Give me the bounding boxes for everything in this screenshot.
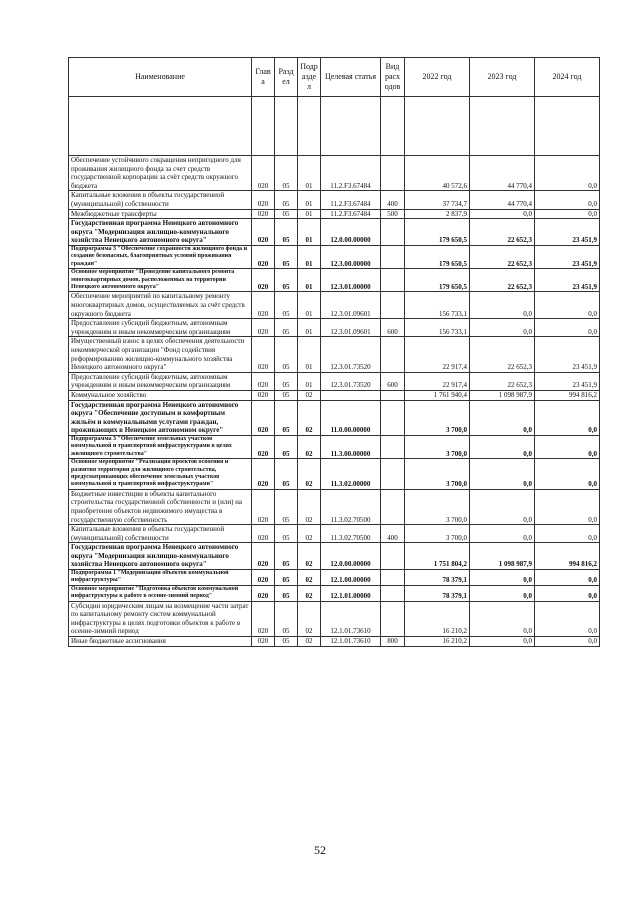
cell-target-article: 11.2.F3.67484	[321, 191, 381, 209]
cell-expense-type	[381, 292, 405, 319]
cell-year-2024: 0,0	[535, 319, 600, 337]
cell-razdel: 05	[275, 525, 298, 543]
cell-razdel: 05	[275, 319, 298, 337]
cell-year-2024: 23 451,9	[535, 372, 600, 390]
cell-podrazdel: 01	[298, 269, 321, 292]
cell-razdel: 05	[275, 400, 298, 435]
cell-podrazdel: 01	[298, 372, 321, 390]
cell-year-2024: 0,0	[535, 601, 600, 636]
cell-year-2024: 23 451,9	[535, 269, 600, 292]
cell-expense-type: 400	[381, 191, 405, 209]
cell-year-2022: 3 700,0	[405, 400, 470, 435]
cell-podrazdel: 01	[298, 156, 321, 191]
cell-glava: 020	[252, 390, 275, 400]
cell-target-article: 11.2.F3.67484	[321, 156, 381, 191]
cell-glava: 020	[252, 637, 275, 647]
cell-razdel: 05	[275, 601, 298, 636]
cell-year-2022: 3 700,0	[405, 459, 470, 490]
cell-name: Государственная программа Ненецкого автономного округа "Модернизация жилищно-коммунального хозяйства Ненецкого автономного округа"	[69, 543, 252, 570]
cell-razdel: 05	[275, 337, 298, 372]
header-year-2024: 2024 год	[535, 58, 600, 97]
header-podrazdel: Подр азде л	[298, 58, 321, 97]
cell-expense-type	[381, 390, 405, 400]
cell-target-article: 12.1.01.00000	[321, 585, 381, 601]
cell-year-2023: 0,0	[470, 585, 535, 601]
cell-glava: 020	[252, 400, 275, 435]
cell-name: Капитальные вложения в объекты государственной (муниципальной) собственности	[69, 525, 252, 543]
cell-year-2023: 22 652,3	[470, 269, 535, 292]
cell-year-2023: 0,0	[470, 209, 535, 219]
table-row	[69, 400, 600, 435]
table-row	[69, 219, 600, 246]
cell-podrazdel: 02	[298, 435, 321, 458]
cell-target-article: 12.3.01.00000	[321, 269, 381, 292]
cell-expense-type	[381, 156, 405, 191]
cell-glava: 020	[252, 459, 275, 490]
cell-year-2024: 0,0	[535, 637, 600, 647]
cell-target-article: 11.3.02.00000	[321, 459, 381, 490]
table-row	[69, 390, 600, 400]
table-row	[69, 319, 600, 337]
cell-glava: 020	[252, 601, 275, 636]
cell-name: Капитальные вложения в объекты государственной (муниципальной) собственности	[69, 191, 252, 209]
cell-name: Подпрограмма 1 "Модернизация объектов коммунальной инфраструктуры"	[69, 570, 252, 586]
cell-glava: 020	[252, 319, 275, 337]
cell-glava: 020	[252, 191, 275, 209]
cell-glava: 020	[252, 269, 275, 292]
cell-year-2024: 0,0	[535, 459, 600, 490]
cell-name: Обеспечение устойчивого сокращения непригодного для проживания жилищного фонда за счет средств государственной корпорации за счёт средств окружного бюджета	[69, 156, 252, 191]
cell-name: Межбюджетные трансферты	[69, 209, 252, 219]
cell-expense-type	[381, 435, 405, 458]
cell-year-2024: 0,0	[535, 209, 600, 219]
cell-year-2023: 0,0	[470, 435, 535, 458]
cell-podrazdel: 02	[298, 489, 321, 524]
cell-target-article: 12.0.00.00000	[321, 543, 381, 570]
cell-target-article: 12.3.01.73520	[321, 372, 381, 390]
table-row	[69, 372, 600, 390]
header-expense-type: Вид расх одов	[381, 58, 405, 97]
cell-podrazdel: 02	[298, 585, 321, 601]
cell-year-2024: 0,0	[535, 435, 600, 458]
cell-glava: 020	[252, 372, 275, 390]
cell-target-article: 12.1.01.73610	[321, 637, 381, 647]
cell-podrazdel: 02	[298, 543, 321, 570]
cell-target-article: 11.2.F3.67484	[321, 209, 381, 219]
table-spacer-row	[69, 97, 600, 156]
header-razdel: Разд ел	[275, 58, 298, 97]
table-row	[69, 601, 600, 636]
cell-razdel: 05	[275, 372, 298, 390]
cell-year-2022: 179 650,5	[405, 269, 470, 292]
cell-podrazdel: 01	[298, 292, 321, 319]
cell-podrazdel: 02	[298, 459, 321, 490]
cell-year-2024: 23 451,9	[535, 219, 600, 246]
cell-razdel: 05	[275, 156, 298, 191]
cell-expense-type	[381, 219, 405, 246]
header-glava: Глав а	[252, 58, 275, 97]
cell-glava: 020	[252, 337, 275, 372]
cell-razdel: 05	[275, 637, 298, 647]
cell-name: Обеспечение мероприятий по капитальному ремонту многоквартирных домов, осуществляемых за счёт средств окружного бюджета	[69, 292, 252, 319]
cell-year-2024: 994 816,2	[535, 390, 600, 400]
cell-podrazdel: 01	[298, 245, 321, 268]
table-row	[69, 637, 600, 647]
cell-expense-type: 500	[381, 209, 405, 219]
cell-year-2022: 37 734,7	[405, 191, 470, 209]
cell-year-2024: 23 451,9	[535, 337, 600, 372]
cell-target-article: 12.3.01.73520	[321, 337, 381, 372]
cell-target-article: 12.1.01.73610	[321, 601, 381, 636]
cell-year-2022: 78 379,1	[405, 570, 470, 586]
cell-year-2024: 0,0	[535, 400, 600, 435]
table-row	[69, 543, 600, 570]
cell-podrazdel: 02	[298, 637, 321, 647]
cell-glava: 020	[252, 156, 275, 191]
cell-year-2022: 179 650,5	[405, 219, 470, 246]
cell-glava: 020	[252, 209, 275, 219]
table-row	[69, 459, 600, 490]
cell-razdel: 05	[275, 543, 298, 570]
cell-year-2024: 0,0	[535, 525, 600, 543]
cell-name: Подпрограмма 3 "Обеспечение сохранности жилищного фонда и создание безопасных, благоприятных условий проживания граждан"	[69, 245, 252, 268]
cell-target-article: 12.3.00.00000	[321, 245, 381, 268]
table-row	[69, 191, 600, 209]
cell-expense-type	[381, 601, 405, 636]
cell-year-2022: 22 917,4	[405, 372, 470, 390]
cell-year-2022: 3 700,0	[405, 489, 470, 524]
cell-glava: 020	[252, 585, 275, 601]
cell-year-2023: 22 652,3	[470, 337, 535, 372]
cell-year-2023: 44 770,4	[470, 191, 535, 209]
cell-expense-type: 400	[381, 525, 405, 543]
cell-glava: 020	[252, 219, 275, 246]
cell-expense-type	[381, 489, 405, 524]
cell-year-2022: 16 210,2	[405, 637, 470, 647]
cell-glava: 020	[252, 489, 275, 524]
cell-year-2023: 1 098 987,9	[470, 390, 535, 400]
cell-podrazdel: 01	[298, 191, 321, 209]
cell-expense-type	[381, 543, 405, 570]
cell-podrazdel: 02	[298, 400, 321, 435]
table-row	[69, 585, 600, 601]
cell-year-2024: 0,0	[535, 585, 600, 601]
cell-expense-type: 600	[381, 372, 405, 390]
cell-year-2022: 1 761 940,4	[405, 390, 470, 400]
table-row	[69, 570, 600, 586]
cell-name: Имущественный взнос в целях обеспечения деятельности некоммерческой организации "Фонд содействия реформированию жилищно-коммунального хозяйства Ненецкого автономного округа"	[69, 337, 252, 372]
cell-expense-type	[381, 400, 405, 435]
cell-year-2023: 0,0	[470, 637, 535, 647]
cell-razdel: 05	[275, 209, 298, 219]
cell-name: Предоставление субсидий бюджетным, автономным учреждениям и иным некоммерческим организациям	[69, 372, 252, 390]
cell-glava: 020	[252, 525, 275, 543]
cell-name: Основное мероприятие "Реализация проектов освоения и развития территории для жилищного строительства, предусматривающих обеспечение земельных участков коммунальной и транспортной инфраструктурами"	[69, 459, 252, 490]
cell-razdel: 05	[275, 585, 298, 601]
cell-year-2023: 0,0	[470, 459, 535, 490]
table-body	[69, 97, 600, 647]
cell-podrazdel: 02	[298, 390, 321, 400]
cell-expense-type	[381, 585, 405, 601]
table-row	[69, 156, 600, 191]
cell-expense-type: 800	[381, 637, 405, 647]
table-row	[69, 292, 600, 319]
cell-name: Предоставление субсидий бюджетным, автономным учреждениям и иным некоммерческим организациям	[69, 319, 252, 337]
cell-year-2023: 22 652,3	[470, 372, 535, 390]
cell-year-2022: 1 751 804,2	[405, 543, 470, 570]
cell-year-2024: 23 451,9	[535, 245, 600, 268]
cell-podrazdel: 01	[298, 209, 321, 219]
cell-name: Государственная программа Ненецкого автономного округа "Модернизация жилищно-коммунального хозяйства Ненецкого автономного округа"	[69, 219, 252, 246]
header-target-article: Целевая статья	[321, 58, 381, 97]
cell-razdel: 05	[275, 489, 298, 524]
budget-table	[68, 57, 600, 647]
cell-expense-type	[381, 570, 405, 586]
header-year-2022: 2022 год	[405, 58, 470, 97]
table-row	[69, 269, 600, 292]
cell-year-2024: 0,0	[535, 292, 600, 319]
cell-razdel: 05	[275, 245, 298, 268]
cell-year-2022: 3 700,0	[405, 525, 470, 543]
cell-year-2023: 0,0	[470, 319, 535, 337]
cell-razdel: 05	[275, 459, 298, 490]
cell-name: Иные бюджетные ассигнования	[69, 637, 252, 647]
cell-target-article: 11.0.00.00000	[321, 400, 381, 435]
cell-razdel: 05	[275, 292, 298, 319]
cell-year-2024: 0,0	[535, 191, 600, 209]
cell-razdel: 05	[275, 219, 298, 246]
cell-name: Государственная программа Ненецкого автономного округа "Обеспечение доступным и комфортным жильём и коммунальными услугами граждан, проживающих в Ненецком автономном округе"	[69, 400, 252, 435]
cell-target-article: 11.3.02.70500	[321, 525, 381, 543]
cell-year-2022: 156 733,1	[405, 319, 470, 337]
page-number: 52	[314, 843, 326, 857]
cell-year-2022: 22 917,4	[405, 337, 470, 372]
cell-name: Коммунальное хозяйство	[69, 390, 252, 400]
cell-name: Бюджетные инвестиции в объекты капитального строительства государственной собственности и (или) на приобретение объектов недвижимого имущества в государственную собственность	[69, 489, 252, 524]
cell-target-article: 12.1.00.00000	[321, 570, 381, 586]
cell-name: Подпрограмма 3 "Обеспечение земельных участков коммунальной и транспортной инфраструктурами в целях жилищного строительства"	[69, 435, 252, 458]
cell-target-article: 11.3.00.00000	[321, 435, 381, 458]
cell-year-2024: 994 816,2	[535, 543, 600, 570]
cell-year-2023: 0,0	[470, 292, 535, 319]
cell-podrazdel: 01	[298, 219, 321, 246]
cell-expense-type	[381, 459, 405, 490]
cell-target-article: 12.3.01.09601	[321, 292, 381, 319]
cell-year-2024: 0,0	[535, 489, 600, 524]
cell-razdel: 05	[275, 191, 298, 209]
cell-glava: 020	[252, 435, 275, 458]
cell-podrazdel: 02	[298, 570, 321, 586]
cell-expense-type	[381, 245, 405, 268]
cell-expense-type	[381, 269, 405, 292]
cell-year-2022: 3 700,0	[405, 435, 470, 458]
cell-year-2023: 0,0	[470, 400, 535, 435]
cell-razdel: 05	[275, 390, 298, 400]
cell-target-article: 12.0.00.00000	[321, 219, 381, 246]
cell-podrazdel: 02	[298, 601, 321, 636]
table-row	[69, 435, 600, 458]
cell-year-2024: 0,0	[535, 570, 600, 586]
cell-glava: 020	[252, 292, 275, 319]
cell-year-2023: 44 770,4	[470, 156, 535, 191]
header-name: Наименование	[69, 58, 252, 97]
cell-year-2023: 0,0	[470, 570, 535, 586]
cell-razdel: 05	[275, 570, 298, 586]
cell-glava: 020	[252, 245, 275, 268]
cell-name: Основное мероприятие "Подготовка объектов коммунальной инфраструктуры к работе в осенне-зимний период"	[69, 585, 252, 601]
table-row	[69, 489, 600, 524]
cell-podrazdel: 02	[298, 525, 321, 543]
cell-expense-type: 600	[381, 319, 405, 337]
cell-name: Субсидии юридическим лицам на возмещение части затрат по капитальному ремонту систем коммунальной инфраструктуры в целях подготовки объектов к работе в осенне-зимний период	[69, 601, 252, 636]
cell-year-2022: 156 733,1	[405, 292, 470, 319]
cell-year-2023: 0,0	[470, 525, 535, 543]
cell-glava: 020	[252, 543, 275, 570]
cell-year-2022: 78 379,1	[405, 585, 470, 601]
cell-year-2024: 0,0	[535, 156, 600, 191]
table-row	[69, 245, 600, 268]
header-year-2023: 2023 год	[470, 58, 535, 97]
cell-razdel: 05	[275, 435, 298, 458]
cell-year-2023: 0,0	[470, 489, 535, 524]
cell-glava: 020	[252, 570, 275, 586]
table-row	[69, 525, 600, 543]
cell-expense-type	[381, 337, 405, 372]
cell-year-2022: 179 650,5	[405, 245, 470, 268]
cell-target-article: 12.3.01.09601	[321, 319, 381, 337]
table-row	[69, 209, 600, 219]
cell-name: Основное мероприятие "Проведение капитального ремонта многоквартирных домов, расположенных на территории Ненецкого автономного округа"	[69, 269, 252, 292]
cell-target-article	[321, 390, 381, 400]
cell-year-2022: 2 837,9	[405, 209, 470, 219]
cell-year-2023: 22 652,3	[470, 245, 535, 268]
cell-year-2022: 16 210,2	[405, 601, 470, 636]
cell-year-2023: 1 098 987,9	[470, 543, 535, 570]
cell-year-2023: 0,0	[470, 601, 535, 636]
cell-podrazdel: 01	[298, 319, 321, 337]
cell-razdel: 05	[275, 269, 298, 292]
cell-year-2022: 40 572,6	[405, 156, 470, 191]
cell-year-2023: 22 652,3	[470, 219, 535, 246]
table-header-row	[69, 58, 600, 97]
cell-podrazdel: 01	[298, 337, 321, 372]
table-row	[69, 337, 600, 372]
cell-target-article: 11.3.02.70500	[321, 489, 381, 524]
